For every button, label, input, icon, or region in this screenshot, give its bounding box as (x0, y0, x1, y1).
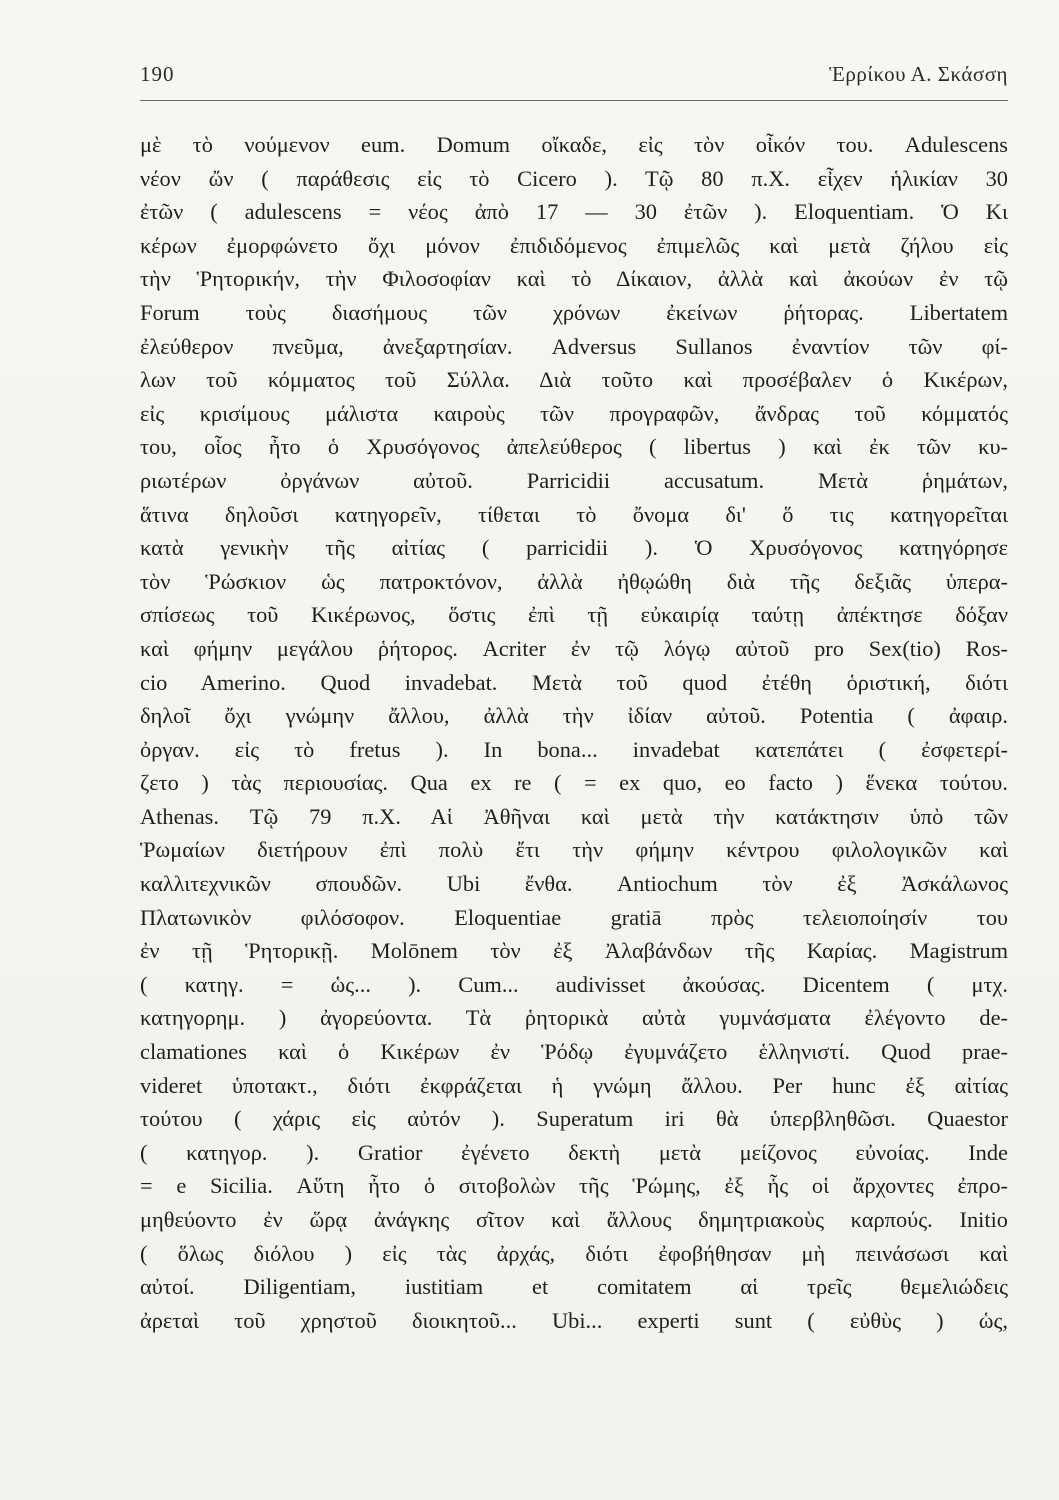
text-line: ἅτινα δηλοῦσι κατηγορεῖν, τίθεται τὸ ὄνομα δι' ὅ τις κατηγορεῖται (140, 501, 1008, 527)
text-line: κατηγορημ. ) ἀγορεύοντα. Τὰ ῥητορικὰ αὐτὰ γυμνάσματα ἐλέγοντο de- (140, 1005, 1008, 1031)
text-line: ( ὅλως διόλου ) εἰς τὰς ἀρχάς, διότι ἐφοβήθησαν μὴ πεινάσωσι καὶ (140, 1240, 1008, 1266)
text-line: Ῥωμαίων διετήρουν ἐπὶ πολὺ ἔτι τὴν φήμην κέντρου φιλολογικῶν καὶ (140, 837, 1008, 863)
page-number: 190 (140, 62, 175, 86)
text-line: κέρων ἐμορφώνετο ὄχι μόνον ἐπιδιδόμενος ἐπιμελῶς καὶ μετὰ ζήλου εἰς (140, 232, 1008, 258)
text-line: ἐν τῇ Ῥητορικῇ. Molōnem τὸν ἐξ Ἀλαβάνδων τῆς Καρίας. Magistrum (140, 938, 1008, 964)
text-line: μηθεύοντο ἐν ὥρᾳ ἀνάγκης σῖτον καὶ ἄλλους δημητριακοὺς καρπούς. Initio (140, 1207, 1008, 1232)
text-line: clamationes καὶ ὁ Κικέρων ἐν Ῥόδῳ ἐγυμνάζετο ἑλληνιστί. Quod prae- (140, 1039, 1008, 1065)
text-line: δηλοῖ ὄχι γνώμην ἄλλου, ἀλλὰ τὴν ἰδίαν αὐτοῦ. Potentia ( ἀφαιρ. (140, 703, 1008, 729)
text-line: Athenas. Τῷ 79 π.Χ. Αἱ Ἀθῆναι καὶ μετὰ τὴν κατάκτησιν ὑπὸ τῶν (140, 803, 1008, 829)
text-line: τὴν Ῥητορικήν, τὴν Φιλοσοφίαν καὶ τὸ Δίκαιον, ἀλλὰ καὶ ἀκούων ἐν τῷ (140, 266, 1008, 292)
text-line: ἐλεύθερον πνεῦμα, ἀνεξαρτησίαν. Adversus Sullanos ἐναντίον τῶν φί- (140, 333, 1008, 359)
text-line: ἀρεταὶ τοῦ χρηστοῦ διοικητοῦ... Ubi... experti sunt ( εὐθὺς ) ὡς, (140, 1307, 1008, 1333)
text-line: αὐτοί. Diligentiam, iustitiam et comitatem αἱ τρεῖς θεμελιώδεις (140, 1274, 1008, 1300)
text-line: ( κατηγ. = ὡς... ). Cum... audivisset ἀκούσας. Dicentem ( μτχ. (140, 971, 1008, 997)
text-line: σπίσεως τοῦ Κικέρωνος, ὅστις ἐπὶ τῇ εὐκαιρίᾳ ταύτῃ ἀπέκτησε δόξαν (140, 602, 1008, 628)
text-line: ριωτέρων ὀργάνων αὐτοῦ. Parricidii accusatum. Μετὰ ῥημάτων, (140, 467, 1008, 493)
text-line: = e Sicilia. Αὕτη ἦτο ὁ σιτοβολὼν τῆς Ῥώμης, ἐξ ἧς οἱ ἄρχοντες ἐπρο- (140, 1173, 1008, 1199)
running-head (140, 58, 1008, 92)
text-line: μὲ τὸ νούμενον eum. Domum οἴκαδε, εἰς τὸν οἶκόν του. Adulescens (140, 132, 1008, 157)
body-text (140, 128, 1008, 1337)
text-line: καλλιτεχνικῶν σπουδῶν. Ubi ἔνθα. Antiochum τὸν ἐξ Ἀσκάλωνος (140, 871, 1008, 897)
text-line: ζετο ) τὰς περιουσίας. Qua ex re ( = ex quo, eo facto ) ἕνεκα τούτου. (140, 770, 1008, 796)
text-line: cio Amerino. Quod invadebat. Μετὰ τοῦ quod ἐτέθη ὁριστική, διότι (140, 669, 1008, 695)
text-line: τούτου ( χάρις εἰς αὐτόν ). Superatum iri θὰ ὑπερβληθῶσι. Quaestor (140, 1106, 1008, 1132)
text-line: καὶ φήμην μεγάλου ῥήτορος. Acriter ἐν τῷ λόγῳ αὐτοῦ pro Sex(tio) Ros- (140, 635, 1008, 661)
text-line: Πλατωνικὸν φιλόσοφον. Eloquentiae gratiā πρὸς τελειοποίησίν του (140, 904, 1008, 930)
text-line: Forum τοὺς διασήμους τῶν χρόνων ἐκείνων ῥήτορας. Libertatem (140, 299, 1008, 325)
text-line: videret ὑποτακτ., διότι ἐκφράζεται ἡ γνώμη ἄλλου. Per hunc ἐξ αἰτίας (140, 1072, 1008, 1098)
text-line: ἐτῶν ( adulescens = νέος ἀπὸ 17 — 30 ἐτῶν ). Eloquentiam. Ὁ Κι (140, 199, 1008, 225)
text-line: νέον ὤν ( παράθεσις εἰς τὸ Cicero ). Τῷ 80 π.Χ. εἶχεν ἡλικίαν 30 (140, 165, 1008, 191)
text-line: λων τοῦ κόμματος τοῦ Σύλλα. Διὰ τοῦτο καὶ προσέβαλεν ὁ Κικέρων, (140, 367, 1008, 393)
text-line: τὸν Ῥώσκιον ὡς πατροκτόνον, ἀλλὰ ἠθῳώθη διὰ τῆς δεξιᾶς ὑπερα- (140, 568, 1008, 594)
header-rule (140, 100, 1008, 101)
text-line: ( κατηγορ. ). Gratior ἐγένετο δεκτὴ μετὰ μείζονος εὐνοίας. Inde (140, 1139, 1008, 1165)
text-line: ὀργαν. εἰς τὸ fretus ). In bona... invadebat κατεπάτει ( ἐσφετερί- (140, 736, 1008, 762)
text-line: κατὰ γενικὴν τῆς αἰτίας ( parricidii ). Ὁ Χρυσόγονος κατηγόρησε (140, 535, 1008, 561)
text-line: του, οἷος ἦτο ὁ Χρυσόγονος ἀπελεύθερος ( libertus ) καὶ ἐκ τῶν κυ- (140, 434, 1008, 460)
text-line: εἰς κρισίμους μάλιστα καιροὺς τῶν προγραφῶν, ἄνδρας τοῦ κόμματός (140, 400, 1008, 426)
running-title: Ἑρρίκου Α. Σκάσση (829, 62, 1008, 86)
